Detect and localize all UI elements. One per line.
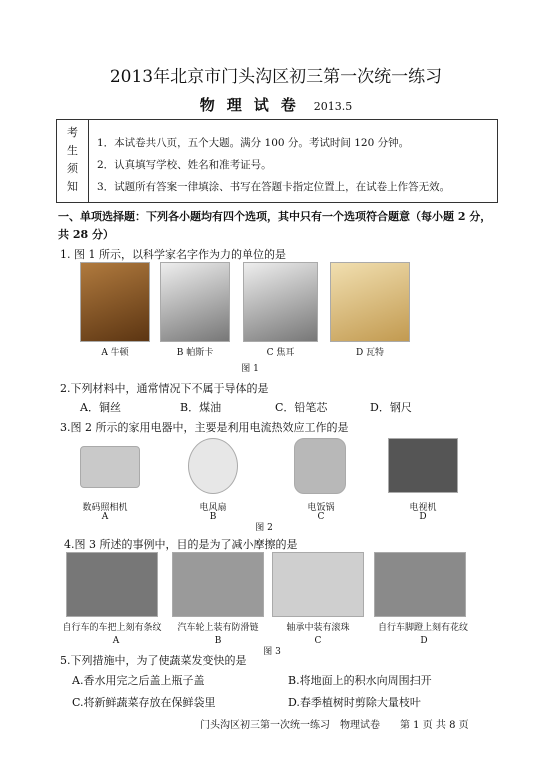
q4-caption-a: 自行车的车把上刻有条纹	[62, 623, 162, 633]
q3-caption-b: 电风扇	[199, 503, 227, 513]
footer-text: 门头沟区初三第一次统一练习 物理试卷	[200, 720, 380, 731]
watt-portrait	[330, 262, 410, 342]
q2-option-b: B．煤油	[180, 401, 222, 414]
figure-2-label: 图 2	[255, 523, 273, 533]
pedal-image	[374, 552, 466, 617]
section-heading: 一、单项选择题：下列各小题均有四个选项，其中只有一个选项符合题意（每小题 2 分，	[58, 210, 492, 223]
figure-1-label: 图 1	[241, 364, 259, 374]
q3-caption-a: 数码照相机	[82, 503, 128, 513]
q4-letter-b: B	[214, 636, 222, 646]
notice-item: 3．试题所有答案一律填涂、书写在答题卡指定位置上，在试卷上作答无效。	[97, 181, 451, 193]
fan-image	[188, 438, 238, 494]
tv-image	[388, 438, 458, 493]
notice-side-label: 考 生 须 知	[57, 120, 89, 202]
question-1: 1. 图 1 所示，以科学家名字作为力的单位的是	[60, 248, 286, 261]
caption-a: A 牛顿	[101, 348, 129, 358]
handlebar-image	[66, 552, 158, 617]
notice-box	[56, 119, 498, 203]
notice-item: 1．本试卷共八页，五个大题。满分 100 分。考试时间 120 分钟。	[97, 137, 410, 149]
exam-date: 2013.5	[313, 100, 353, 113]
q3-letter-d: D	[419, 512, 427, 522]
camera-image	[80, 446, 140, 488]
q5-option-c: C.将新鲜蔬菜存放在保鲜袋里	[72, 696, 216, 709]
page-title: 2013年北京市门头沟区初三第一次统一练习	[109, 67, 443, 87]
section-heading-cont: 共 28 分）	[58, 228, 114, 241]
q4-letter-a: A	[112, 636, 120, 646]
q5-option-d: D.春季植树时剪除大量枝叶	[288, 696, 421, 709]
snow-chain-image	[172, 552, 264, 617]
q4-caption-d: 自行车脚蹬上刻有花纹	[377, 623, 468, 633]
q3-caption-d: 电视机	[409, 503, 437, 513]
page-footer	[200, 716, 469, 731]
q3-letter-c: C	[317, 512, 325, 522]
q2-option-a: A．铜丝	[80, 401, 121, 414]
question-4: 4.图 3 所述的事例中，目的是为了减小摩擦的是	[64, 538, 298, 551]
q4-letter-d: D	[420, 636, 428, 646]
figure-3-label: 图 3	[263, 647, 281, 657]
q5-option-a: A.香水用完之后盖上瓶子盖	[72, 674, 205, 687]
q3-caption-c: 电饭锅	[307, 503, 335, 513]
joule-portrait	[243, 262, 318, 342]
q2-option-d: D．钢尺	[370, 401, 412, 414]
rice-cooker-image	[294, 438, 346, 494]
q2-option-c: C．铅笔芯	[275, 401, 328, 414]
caption-b: B 帕斯卡	[176, 348, 214, 358]
exam-subtitle	[0, 94, 552, 115]
q4-caption-b: 汽车轮上装有防滑链	[177, 623, 259, 633]
q4-caption-c: 轴承中装有滚珠	[286, 623, 350, 633]
question-3: 3.图 2 所示的家用电器中，主要是利用电流热效应工作的是	[60, 421, 349, 434]
pascal-portrait	[160, 262, 230, 342]
page-number: 第 1 页 共 8 页	[400, 720, 469, 731]
newton-portrait	[80, 262, 150, 342]
q4-letter-c: C	[314, 636, 322, 646]
bearing-image	[272, 552, 364, 617]
q3-letter-b: B	[209, 512, 217, 522]
notice-item: 2．认真填写学校、姓名和准考证号。	[97, 159, 272, 171]
question-2: 2.下列材料中，通常情况下不属于导体的是	[60, 382, 269, 395]
caption-d: D 瓦特	[355, 348, 385, 358]
q5-option-b: B.将地面上的积水向周围扫开	[288, 674, 432, 687]
subject-title: 物理试卷	[199, 96, 308, 114]
question-5: 5.下列措施中，为了使蔬菜发变快的是	[60, 654, 247, 667]
q3-letter-a: A	[101, 512, 109, 522]
notice-items	[97, 132, 450, 198]
caption-c: C 焦耳	[266, 348, 295, 358]
